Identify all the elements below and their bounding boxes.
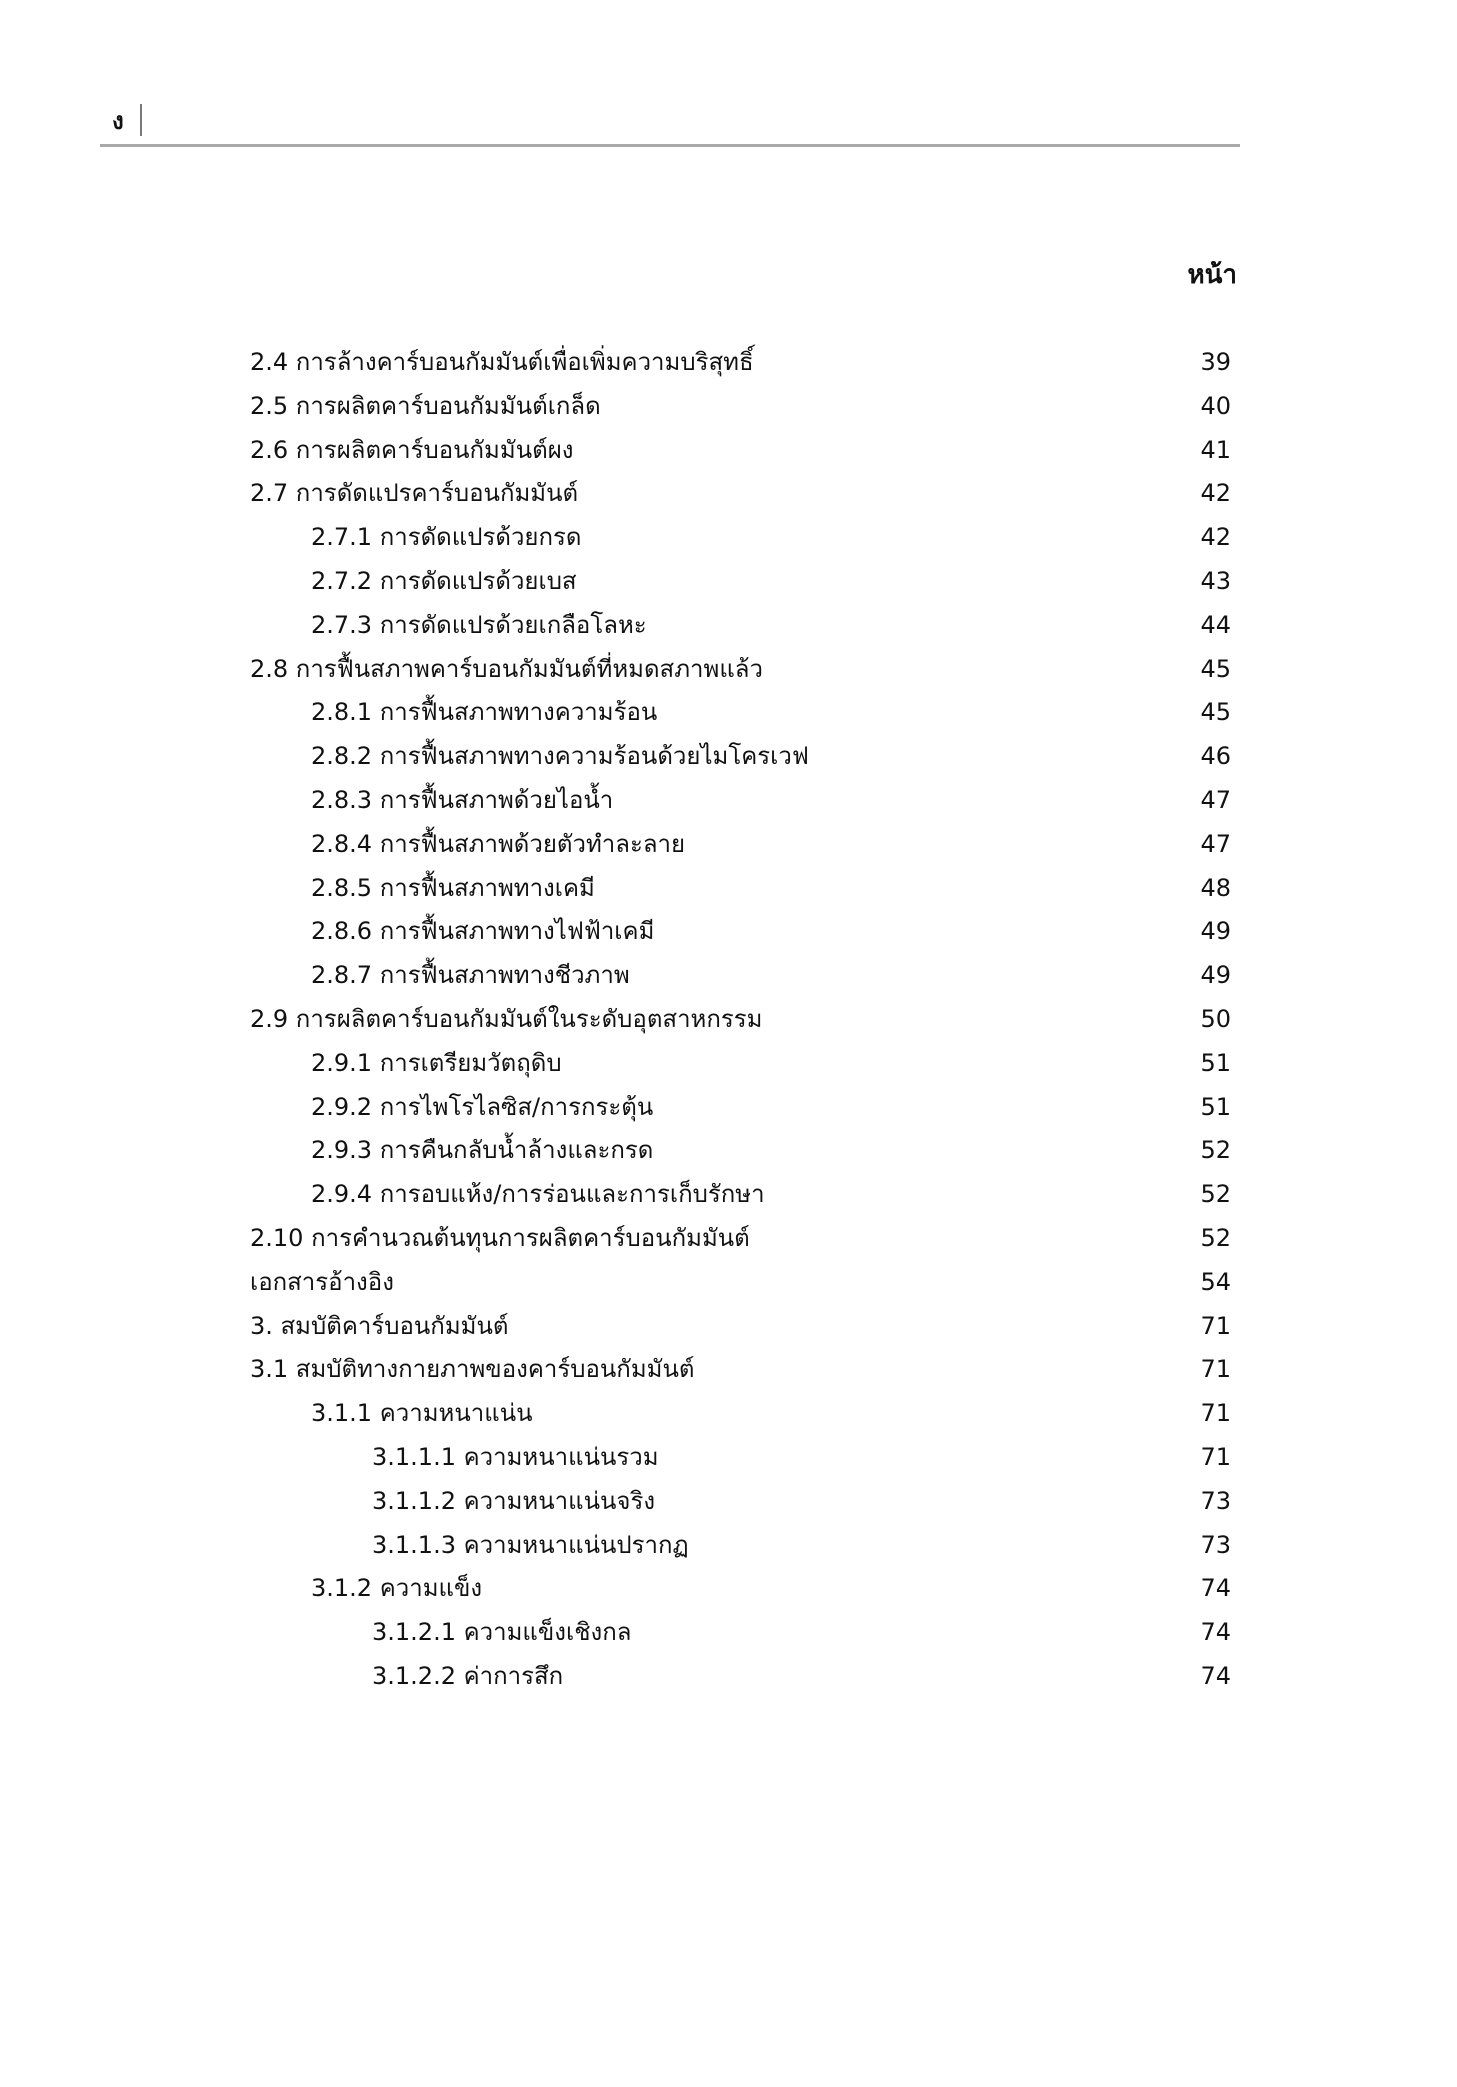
toc-entry-label: 3.1.2 ความแข็ง: [311, 1574, 483, 1603]
toc-entry: [0, 1610, 1457, 1654]
toc-entry: [0, 1566, 1457, 1610]
toc-entry: [0, 384, 1457, 428]
toc-entry-label: 3.1.1.2 ความหนาแน่นจริง: [372, 1486, 656, 1515]
toc-entry-page: 45: [1200, 698, 1231, 727]
toc-entry: [0, 822, 1457, 866]
toc-entry-label: 2.8.5 การฟื้นสภาพทางเคมี: [311, 873, 595, 902]
toc-entry-page: 71: [1200, 1399, 1231, 1428]
toc-entry-label: 2.7.2 การดัดแปรด้วยเบส: [311, 566, 577, 595]
toc-entry-page: 71: [1200, 1311, 1231, 1340]
toc-entry: [0, 953, 1457, 997]
toc-entry: [0, 1085, 1457, 1129]
toc-entry: [0, 997, 1457, 1041]
toc-entry: [0, 1654, 1457, 1698]
header-divider: [140, 104, 142, 136]
toc-entry-page: 42: [1200, 479, 1231, 508]
toc-entry-page: 73: [1200, 1530, 1231, 1559]
toc-entry-page: 71: [1200, 1442, 1231, 1471]
toc-entry-label: 2.8 การฟื้นสภาพคาร์บอนกัมมันต์ที่หมดสภาพแล้ว: [250, 654, 763, 683]
toc-entry-label: 2.8.1 การฟื้นสภาพทางความร้อน: [311, 698, 658, 727]
toc-entry-label: 2.8.7 การฟื้นสภาพทางชีวภาพ: [311, 961, 630, 990]
toc-entry: [0, 1041, 1457, 1085]
page-column-label: หน้า: [1187, 260, 1237, 290]
toc-entry-page: 52: [1200, 1136, 1231, 1165]
toc-entry: [0, 559, 1457, 603]
toc-entry-page: 47: [1200, 829, 1231, 858]
toc-entry: [0, 866, 1457, 910]
toc-entry-page: 39: [1200, 348, 1231, 376]
toc-entry-label: 2.5 การผลิตคาร์บอนกัมมันต์เกล็ด: [250, 391, 601, 420]
toc-entry: [0, 471, 1457, 515]
toc-entry-label: 2.9.4 การอบแห้ง/การร่อนและการเก็บรักษา: [311, 1180, 765, 1209]
toc-entry-page: 74: [1200, 1618, 1231, 1647]
toc-entry: [0, 428, 1457, 472]
toc-entry: [0, 647, 1457, 691]
toc-entry-label: 2.8.4 การฟื้นสภาพด้วยตัวทำละลาย: [311, 829, 686, 858]
table-of-contents: [0, 340, 1457, 1698]
toc-entry-label: 2.8.6 การฟื้นสภาพทางไฟฟ้าเคมี: [311, 917, 655, 946]
toc-entry-label: 3.1 สมบัติทางกายภาพของคาร์บอนกัมมันต์: [250, 1355, 695, 1384]
toc-entry: [0, 515, 1457, 559]
toc-entry: [0, 1479, 1457, 1523]
toc-entry-label: 2.6 การผลิตคาร์บอนกัมมันต์ผง: [250, 435, 574, 464]
toc-entry-label: 2.7 การดัดแปรคาร์บอนกัมมันต์: [250, 479, 579, 508]
toc-entry-label: 2.10 การคำนวณต้นทุนการผลิตคาร์บอนกัมมันต์: [250, 1223, 750, 1252]
toc-entry-page: 50: [1200, 1004, 1231, 1033]
toc-entry-page: 52: [1200, 1223, 1231, 1252]
toc-entry-page: 49: [1200, 917, 1231, 946]
toc-entry-label: 2.9.1 การเตรียมวัตถุดิบ: [311, 1048, 562, 1077]
toc-entry-label: 2.7.3 การดัดแปรด้วยเกลือโลหะ: [311, 610, 647, 639]
toc-entry-page: 48: [1200, 873, 1231, 902]
toc-entry: [0, 1260, 1457, 1304]
toc-entry: [0, 690, 1457, 734]
toc-entry: [0, 1172, 1457, 1216]
toc-entry-label: 2.9 การผลิตคาร์บอนกัมมันต์ในระดับอุตสาหกรรม: [250, 1004, 763, 1033]
toc-entry-label: เอกสารอ้างอิง: [250, 1267, 394, 1296]
toc-entry: [0, 1216, 1457, 1260]
toc-entry-label: 3. สมบัติคาร์บอนกัมมันต์: [250, 1311, 509, 1340]
toc-entry-label: 2.8.2 การฟื้นสภาพทางความร้อนด้วยไมโครเวฟ: [311, 742, 809, 771]
toc-entry: [0, 909, 1457, 953]
toc-entry: [0, 1435, 1457, 1479]
toc-entry-label: 2.9.3 การคืนกลับน้ำล้างและกรด: [311, 1136, 654, 1165]
toc-entry-label: 3.1.2.1 ความแข็งเชิงกล: [372, 1618, 632, 1647]
toc-entry-page: 43: [1200, 566, 1231, 595]
toc-entry-page: 42: [1200, 523, 1231, 552]
toc-entry: [0, 1347, 1457, 1391]
toc-entry-page: 45: [1200, 654, 1231, 683]
toc-entry-label: 3.1.1.3 ความหนาแน่นปรากฏ: [372, 1530, 689, 1559]
toc-entry-page: 44: [1200, 610, 1231, 639]
toc-entry-page: 71: [1200, 1355, 1231, 1384]
toc-entry-page: 51: [1200, 1048, 1231, 1077]
toc-entry: [0, 603, 1457, 647]
toc-entry-page: 74: [1200, 1574, 1231, 1603]
page-number: ง: [112, 107, 124, 135]
toc-entry-label: 3.1.1.1 ความหนาแน่นรวม: [372, 1442, 659, 1471]
toc-entry: [0, 1304, 1457, 1348]
page-header: [100, 98, 1240, 147]
toc-entry-label: 2.9.2 การไพโรไลซิส/การกระตุ้น: [311, 1092, 654, 1121]
toc-entry: [0, 1523, 1457, 1567]
toc-entry-label: 2.4 การล้างคาร์บอนกัมมันต์เพื่อเพิ่มความบริสุทธิ์: [250, 348, 754, 376]
toc-entry-page: 52: [1200, 1180, 1231, 1209]
toc-entry-label: 2.7.1 การดัดแปรด้วยกรด: [311, 523, 582, 552]
toc-entry: [0, 778, 1457, 822]
toc-entry-page: 47: [1200, 785, 1231, 814]
toc-entry-page: 51: [1200, 1092, 1231, 1121]
toc-entry: [0, 1128, 1457, 1172]
toc-entry: [0, 1391, 1457, 1435]
toc-entry-page: 74: [1200, 1661, 1231, 1690]
toc-entry: [0, 340, 1457, 384]
toc-entry-page: 40: [1200, 391, 1231, 420]
toc-entry-page: 41: [1200, 435, 1231, 464]
toc-entry-label: 3.1.2.2 ค่าการสึก: [372, 1661, 564, 1690]
toc-entry-page: 73: [1200, 1486, 1231, 1515]
toc-entry-page: 54: [1200, 1267, 1231, 1296]
toc-entry-label: 3.1.1 ความหนาแน่น: [311, 1399, 533, 1428]
toc-entry-page: 46: [1200, 742, 1231, 771]
toc-entry: [0, 734, 1457, 778]
toc-entry-label: 2.8.3 การฟื้นสภาพด้วยไอน้ำ: [311, 785, 614, 814]
toc-entry-page: 49: [1200, 961, 1231, 990]
